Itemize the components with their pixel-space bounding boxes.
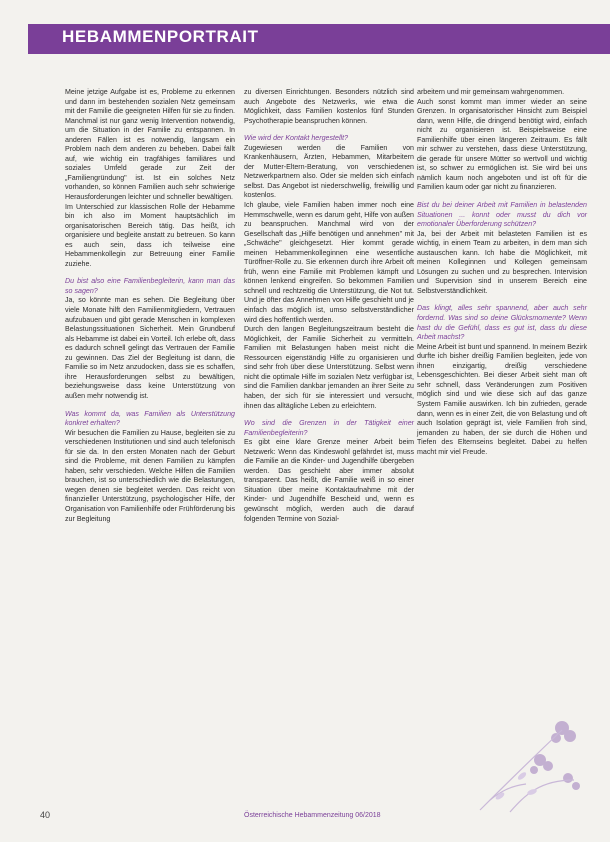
interview-question: Was kommt da, was Familien als Unterstützung konkret erhalten?	[65, 409, 235, 428]
text-column-2	[244, 88, 414, 524]
interview-question: Du bist also eine Familienbegleiterin, kann man das so sagen?	[65, 277, 235, 295]
paragraph: Wir besuchen die Familien zu Hause, begleiten sie zu verschiedenen Institutionen und sind auch telefonisch für sie da. In den ersten Monaten nach der Geburt sind die Probleme, mit denen Familien zu kämpfen haben, sehr verschieden. Welche Hilfen die Familien brauchen, ist so unterschiedlich wie die Belastungen, wegen denen sie begleitet werden. Das reicht von finanzieller Unterstützung, psychologischer Hilfe, der Organisation von Familienhilfe oder Frühförderung bis zur Begleitung	[65, 428, 235, 523]
interview-question: Wo sind die Grenzen in der Tätigkeit einer Familienbegleiterin?	[244, 419, 414, 437]
interview-question: Bist du bei deiner Arbeit mit Familien in belastenden Situationen ... konnt oder musst du dich vor emotionaler Überforderung schützen?	[417, 201, 587, 229]
paragraph: Im Unterschied zur klassischen Rolle der Hebamme bin ich also im Moment hauptsächlich im organisatorischen Bereich tätig. Das heißt, ich organisiere und begleite anstatt zu betreuen. So kann es auch sein, dass ich teilweise eine Hebammenkollegin zur Betreuung einer Familie zuziehe.	[65, 202, 235, 268]
text-column-3	[417, 88, 587, 457]
paragraph: Durch den langen Begleitungszeitraum besteht die Möglichkeit, der Familie Sicherheit zu vermitteln. Familien mit Belastungen haben meist nicht die Ressourcen eigenständig Hilfe zu organisieren und sind sehr froh über diese Unterstützung. Selbst wenn nicht die optimale Hilfe im sozialen Netz verfügbar ist, sind die Familien dankbar jemanden an ihrer Seite zu haben, der sich für sie interessiert und versucht, ihnen das alltägliche Leben zu erleichtern.	[244, 325, 414, 410]
paragraph: Es gibt eine klare Grenze meiner Arbeit beim Netzwerk: Wenn das Kindeswohl gefährdet ist, muss die Familie an die Kinder- und Jugendhilfe übergeben werden. Das geschieht aber immer absolut transparent. Das heißt, die Familie weiß in so einer Situation über meine Kontaktaufnahme mit der Kinder- und Jugendhilfe Bescheid und, wenn es gewünscht möglich, werden auch die darauf folgenden Termine von Sozial-	[244, 438, 414, 523]
interview-question: Wie wird der Kontakt hergestellt?	[244, 134, 349, 143]
paragraph: Auch sonst kommt man immer wieder an seine Grenzen. In organisatorischer Hinsicht zum Beispiel dann, wenn Hilfe, die dringend benötigt wird, einfach nicht zu organisieren ist. Beispielsweise eine Familienhilfe über einen längeren Zeitraum. Es fällt mir schwer zu verstehen, dass diese Unterstützung, die gerade für unsere Mütter so wertvoll und wichtig ist, so schwer zu ermöglichen ist. Sie wird bei uns nämlich kaum noch angeboten und ist oft für die Familien kaum oder gar nicht zu finanzieren.	[417, 97, 587, 192]
paragraph: zu diversen Einrichtungen. Besonders nützlich sind auch Angebote des Netzwerks, wie etwa die Möglichkeit, dass Familien kostenlos fünf Stunden Psychotherapie beanspruchen können.	[244, 88, 414, 125]
paragraph: Ja, so könnte man es sehen. Die Begleitung über viele Monate hilft den Familienmitgliedern, Vertrauen aufzubauen und gibt gerade Menschen in komplexen Belastungssituationen Sicherheit. Mein Grundberuf als Hebamme ist dabei ein Vorteil. Ich erlebe oft, dass es dadurch schnell gelingt das Vertrauen der Familie zu gewinnen. Das Ziel der Begleitung ist dann, die Familie so im Netz anzudocken, dass sie es schaffen, ihre Herausforderungen selbst zu bewältigen, beziehungsweise dass keine Unterstützung von außen mehr notwendig ist.	[65, 296, 235, 400]
floral-decoration-icon	[470, 700, 590, 820]
interview-question: Das klingt, alles sehr spannend, aber auch sehr fordernd. Was sind so deine Glücksmomente? Wenn hast du die Gefühl, dass es gut ist, dass du diese Arbeit machst?	[417, 304, 587, 342]
section-title: HEBAMMENPORTRAIT	[62, 27, 259, 46]
paragraph: Ich glaube, viele Familien haben immer noch eine Hemmschwelle, wenn es darum geht, Hilfe von außen zu beanspruchen. Manchmal wird von der Gesellschaft das „Hilfe benötigen und annehmen" mit „Schwäche" gleichgesetzt. Hier kommt gerade meinen Hebammenkolleginnen eine wesentliche Türöffner-Rolle zu. Sie erkennen durch ihre Arbeit oft früh, wenn eine Familie mit Problemen kämpft und können lenkend eingreifen. So bekommen Familien schnell und rechtzeitig die Unterstützung, die Not tut. Und je öfter das Annehmen von Hilfe geschieht und je einfach das möglich ist, umso selbstverständlicher wird dies hoffentlich werden.	[244, 201, 414, 324]
paragraph: Meine Arbeit ist bunt und spannend. In meinem Bezirk durfte ich bisher dreißig Familien begleiten, jede von ihnen einzigartig, dreißig verschiedene Lebensgeschichten. Bei dieser Arbeit sieht man oft sehr schnell, dass Veränderungen zum Positiven möglich sind und wie diese sich auf das ganze System Familie auswirken. Ich bin zufrieden, gerade dann, wenn es in einer Zeit, die von Belastung und oft auch Isolation geprägt ist, viele Familien froh sind, jemanden zu haben, der sie durch die Höhen und Tiefen des Elternseins begleitet. Dabei zu helfen macht mir viel Freude.	[417, 342, 587, 456]
paragraph: arbeitern und mir gemeinsam wahrgenommen.	[417, 88, 565, 96]
paragraph: Ja, bei der Arbeit mit belasteten Familien ist es wichtig, in einem Team zu arbeiten, in dem man sich austauschen kann. Ich habe die Möglichkeit, mit meinen Kolleginnen und Kollegen gemeinsam Lösungen zu suchen und zu besprechen. Intervision und Supervision sind in unserem Bereich eine Selbstverständlichkeit.	[417, 229, 587, 295]
paragraph: Zugewiesen werden die Familien von Krankenhäusern, Ärzten, Hebammen, Mitarbeitern der Mutter-Eltern-Beratung, von verschiedenen Netzwerkpartnern also. Oder sie melden sich einfach selbst. Das Angebot ist niederschwellig, freiwillig und kostenlos.	[244, 143, 414, 200]
page-number: 40	[40, 810, 51, 820]
paragraph: Meine jetzige Aufgabe ist es, Probleme zu erkennen und dann im bestehenden sozialen Netz gemeinsam mit der Familie die geeigneten Hilfen für sie zu finden. Manchmal ist nur ganz wenig Intervention notwendig, um die Situation in der Familie zu entspannen. In anderen Fällen ist es notwendig, langsam ein Problem nach dem anderen zu beheben. Dabei fällt auf, wie wichtig ein tragfähiges familiäres und soziales Umfeld gerade zur Zeit der „Familiengründung" ist. Ist ein solches Netz vorhanden, so können Familien auch sehr schwierige Herausforderungen leichter und schneller bewältigen.	[65, 88, 235, 202]
text-column-1	[65, 88, 235, 524]
publication-footer: Österreichische Hebammenzeitung 06/2018	[244, 812, 381, 819]
